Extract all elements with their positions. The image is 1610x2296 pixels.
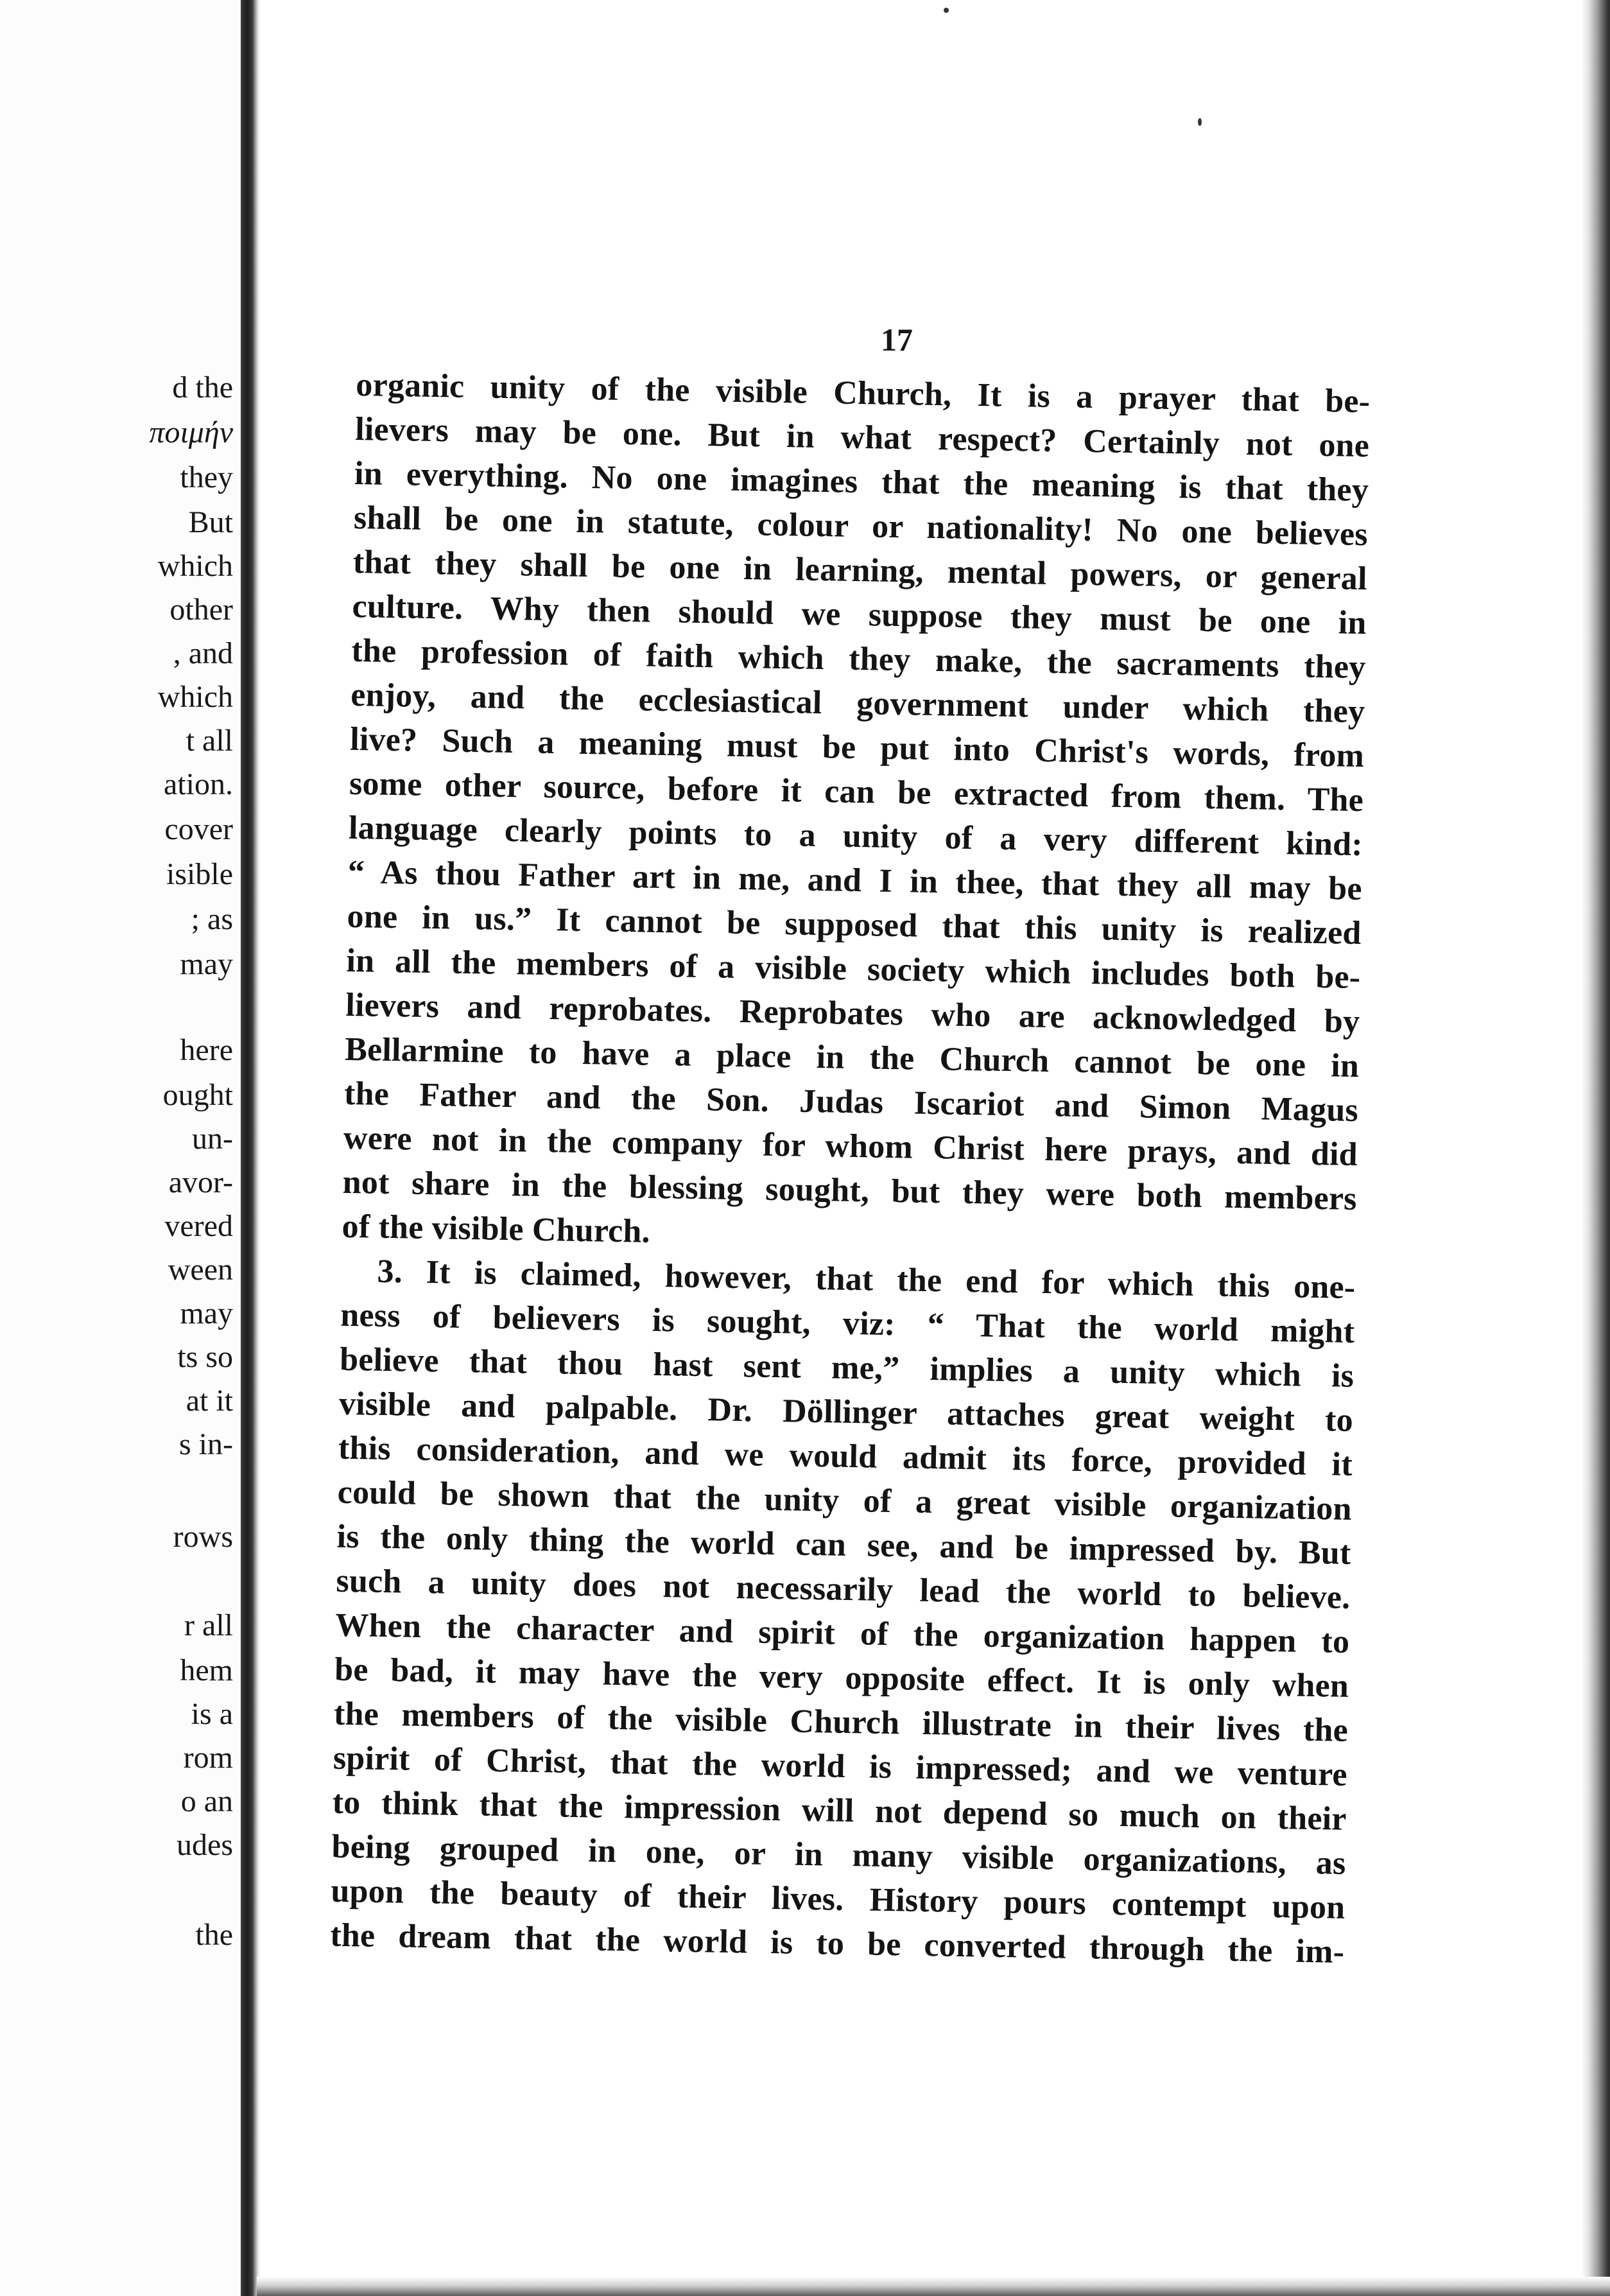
text-line: that they shall be one in learning, mental powers, or general (352, 543, 1368, 598)
facing-page-fragment: which (157, 680, 233, 714)
facing-page-fragment: at it (186, 1384, 233, 1418)
paragraph-start-line: 3. It is claimed, however, that the end for which this one- (377, 1253, 1356, 1306)
facing-page-fragment: vered (164, 1209, 233, 1243)
text-line: be bad, it may have the very opposite effect. It is only when (334, 1651, 1349, 1705)
facing-page-fragment: r all (184, 1608, 233, 1642)
text-line: in all the members of a visible society which includes both be- (346, 942, 1361, 996)
facing-page-fragment: udes (177, 1828, 233, 1862)
facing-page-strip (0, 0, 241, 2296)
text-line: Bellarmine to have a place in the Church cannot be one in (344, 1031, 1360, 1085)
body-text (330, 363, 1371, 1974)
text-line: language clearly points to a unity of a very different kind: (348, 809, 1363, 864)
text-line: culture. Why then should we suppose they must be one in (352, 587, 1367, 642)
facing-page-fragment: , and (173, 636, 233, 670)
scan-speck (1198, 118, 1202, 126)
facing-page-fragment: o an (180, 1784, 233, 1818)
facing-page-fragment: hem (180, 1653, 233, 1687)
facing-page-fragment: they (180, 460, 233, 494)
facing-page-fragment: ought (162, 1078, 233, 1112)
text-line: could be shown that the unity of a great visible organization (337, 1474, 1353, 1527)
facing-page-fragment: other (169, 593, 233, 627)
text-line: live? Such a meaning must be put into Christ's words, from (349, 720, 1365, 775)
text-line: of the visible Church. (342, 1208, 651, 1250)
text-line: “ As thou Father art in me, and I in thee, that they all may be (347, 853, 1363, 908)
facing-page-fragment: d the (172, 370, 233, 404)
text-line: such a unity does not necessarily lead the world to believe. (336, 1562, 1351, 1616)
facing-page-fragment: s in- (179, 1427, 233, 1461)
text-line: some other source, before it can be extracted from them. The (349, 765, 1364, 819)
scan-speck (944, 8, 949, 13)
text-line: shall be one in statute, colour or nationality! No one believes (353, 499, 1369, 553)
text-line: organic unity of the visible Church, It is a prayer that be- (355, 366, 1371, 421)
facing-page-fragment: t all (186, 724, 233, 758)
text-line: in everything. No one imagines that the meaning is that they (354, 455, 1369, 509)
facing-page-fragment: may (180, 947, 233, 981)
text-line: the profession of faith which they make, the sacraments they (351, 632, 1366, 686)
text-line: lievers may be one. But in what respect? Certainly not one (354, 410, 1370, 465)
text-line: were not in the company for whom Christ here prays, and did (343, 1119, 1358, 1174)
facing-page-fragment: ation. (164, 767, 233, 801)
text-line: to think that the impression will not depend so much on their (332, 1784, 1347, 1838)
facing-page-fragment: rows (173, 1520, 233, 1554)
text-line: being grouped in one, or in many visible organizations, as (331, 1828, 1346, 1882)
facing-page-fragment: may (180, 1296, 233, 1330)
text-line: upon the beauty of their lives. History pours contempt upon (331, 1872, 1346, 1926)
facing-page-fragment: which (157, 549, 233, 583)
facing-page-fragment: un- (192, 1122, 233, 1156)
text-line: enjoy, and the ecclesiastical government under which they (350, 676, 1365, 731)
facing-page-fragment: the (195, 1918, 233, 1952)
facing-page-fragment: cover (164, 812, 233, 846)
text-line: spirit of Christ, that the world is impressed; and we venture (333, 1739, 1348, 1793)
page-right-edge (1581, 0, 1610, 2296)
facing-page-fragment: isible (166, 857, 233, 891)
facing-page-fragment: here (180, 1033, 233, 1067)
binding-gutter (241, 0, 260, 2296)
text-line: ness of believers is sought, viz: “ That the world might (340, 1296, 1355, 1350)
facing-page-fragment: is a (191, 1697, 233, 1731)
text-line: the members of the visible Church illustrate in their lives the (333, 1695, 1349, 1749)
text-line: this consideration, and we would admit its force, provided it (338, 1429, 1353, 1483)
facing-page-fragment: rom (183, 1741, 233, 1775)
facing-page-fragment: ποιμήν (149, 415, 233, 449)
page-bottom-edge (257, 2277, 1610, 2296)
facing-page-fragment: ts so (177, 1340, 233, 1374)
facing-page-fragment: avor- (168, 1165, 233, 1199)
text-line: one in us.” It cannot be supposed that this unity is realized (347, 898, 1362, 952)
text-line: visible and palpable. Dr. Döllinger attaches great weight to (338, 1385, 1354, 1439)
page-number: 17 (881, 322, 913, 358)
text-line: lievers and reprobates. Reprobates who are acknowledged by (345, 986, 1360, 1041)
text-line: believe that thou hast sent me,” implies a unity which is (339, 1341, 1355, 1395)
text-line: the Father and the Son. Judas Iscariot and Simon Magus (343, 1075, 1359, 1129)
facing-page-fragment: ; as (191, 902, 233, 936)
facing-page-fragment: ween (168, 1253, 233, 1287)
text-line: not share in the blessing sought, but they were both members (342, 1163, 1358, 1218)
facing-page-fragment: But (188, 505, 233, 539)
text-line: is the only thing the world can see, and be impressed by. But (336, 1518, 1351, 1572)
text-line: When the character and spirit of the organization happen to (334, 1606, 1350, 1660)
text-line: the dream that the world is to be converted through the im- (329, 1917, 1345, 1970)
